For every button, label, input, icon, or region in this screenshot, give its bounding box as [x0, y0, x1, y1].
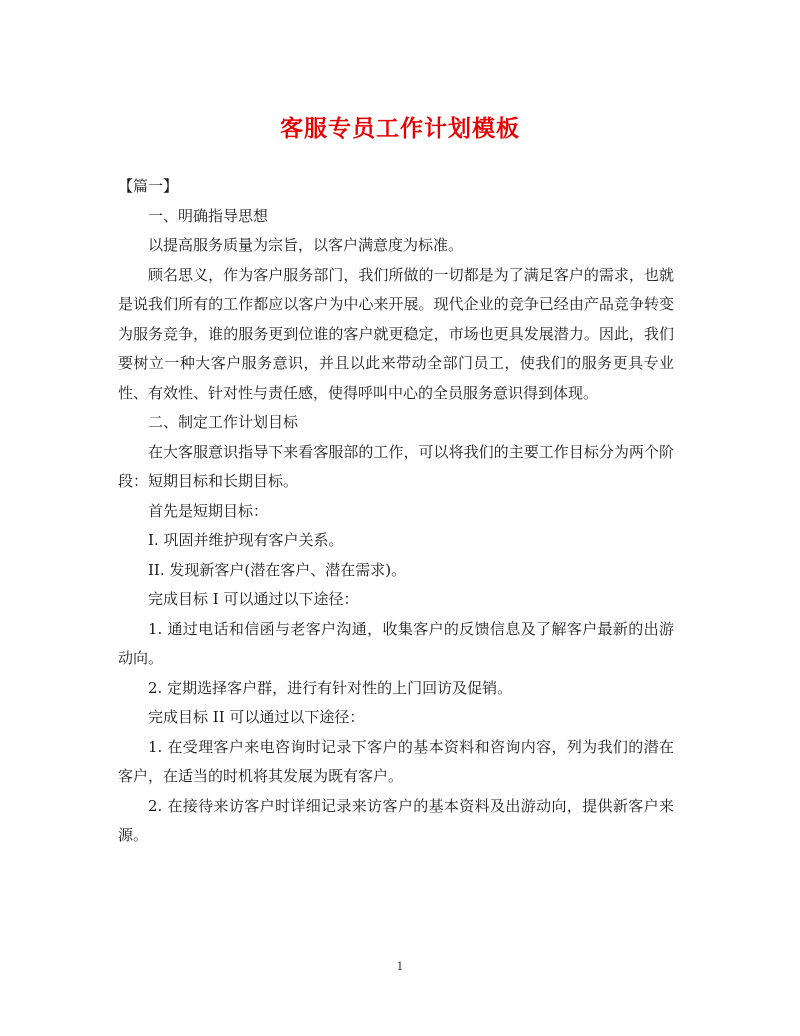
heading-guiding-thought: 一、明确指导思想 [148, 206, 269, 225]
list-item: 2. 在接待来访客户时详细记录来访客户的基本资料及出游动向，提供新客户来源。 [118, 796, 674, 844]
paragraph: 完成目标 II 可以通过以下途径： [148, 708, 365, 726]
page-number: 1 [396, 960, 404, 973]
paragraph: 顾名思义，作为客户服务部门，我们所做的一切都是为了满足客户的需求，也就是说我们所有的工作都应以客户为中心来开展。现代企业的竞争已经由产品竞争转变为服务竞争，谁的服务更到位谁的客户就更稳定，市场也更具发展潜力。因此，我们要树立一种大客户服务意识，并且以此来带动全部门员工，使我们的服务更具专业性、有效性、针对性与责任感，使得呼叫中心的全员服务意识得到体现。 [118, 265, 674, 402]
list-item: 2. 定期选择客户群，进行有针对性的上门回访及促销。 [148, 678, 513, 697]
list-item: 1. 通过电话和信函与老客户沟通，收集客户的反馈信息及了解客户最新的出游动向。 [118, 619, 674, 667]
list-item: II. 发现新客户(潜在客户、潜在需求)。 [148, 560, 407, 579]
section-marker: 【篇一】 [118, 177, 179, 195]
list-item: 1. 在受理客户来电咨询时记录下客户的基本资料和咨询内容，列为我们的潜在客户，在适当的时机将其发展为既有客户。 [118, 737, 674, 785]
document-title: 客服专员工作计划模板 [280, 115, 520, 142]
paragraph: 完成目标 I 可以通过以下途径： [148, 590, 359, 608]
paragraph: 以提高服务质量为宗旨，以客户满意度为标准。 [148, 236, 464, 254]
paragraph: 首先是短期目标： [148, 501, 269, 520]
list-item: I. 巩固并维护现有客户关系。 [148, 531, 344, 549]
paragraph: 在大客服意识指导下来看客服部的工作，可以将我们的主要工作目标分为两个阶段：短期目标和长期目标。 [118, 442, 674, 490]
document-body [118, 172, 674, 851]
heading-plan-goals: 二、制定工作计划目标 [148, 413, 299, 431]
